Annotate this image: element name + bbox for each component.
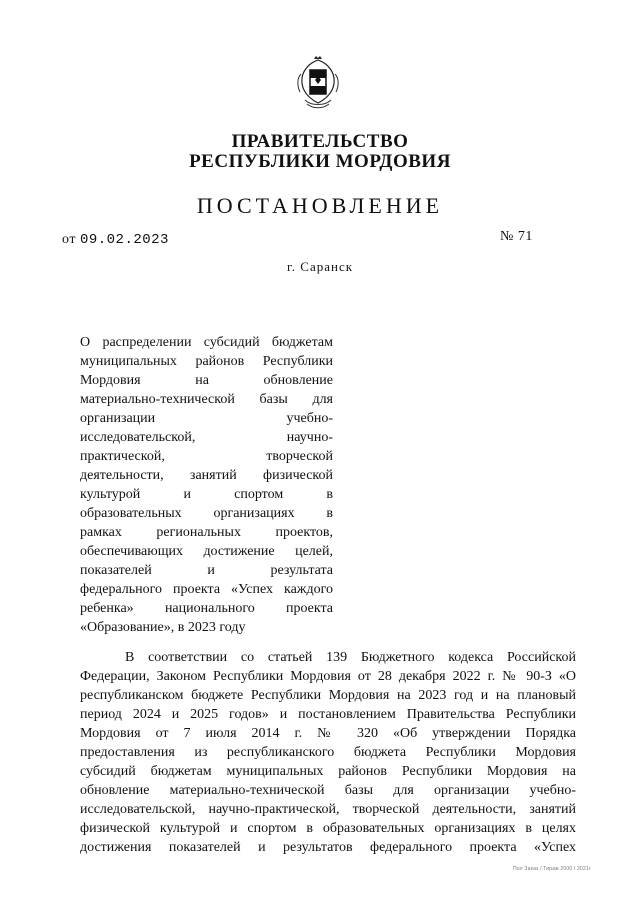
subject-line: исследовательской, научно- — [80, 430, 333, 445]
subject-line: показателей и результата — [80, 563, 333, 578]
document-subject — [80, 333, 333, 637]
body-line: В соответствии со статьей 139 Бюджетного кодекса Российской — [125, 650, 576, 665]
body-line: физической культурой и спортом в образовательных организациях в целях — [80, 821, 576, 836]
body-line: республиканском бюджете Республики Мордовия на 2023 год и на плановый — [80, 688, 576, 703]
body-line: Федерации, Законом Республики Мордовия от 28 декабря 2022 г. № 90-З «О — [80, 669, 576, 684]
subject-line: рамках региональных проектов, — [80, 525, 333, 540]
subject-line: О распределении субсидий бюджетам — [80, 335, 333, 350]
body-line: период 2024 и 2025 годов» и постановлением Правительства Республики — [80, 707, 576, 722]
date-value: 09.02.2023 — [79, 232, 169, 248]
subject-line: деятельности, занятий физической — [80, 468, 333, 483]
subject-line: Мордовия на обновление — [80, 373, 333, 388]
city: г. Саранск — [286, 259, 354, 274]
subject-line: муниципальных районов Республики — [80, 354, 333, 369]
number-prefix: № — [500, 229, 514, 244]
government-name-line1: ПРАВИТЕЛЬСТВО — [231, 131, 409, 152]
government-name-line2: РЕСПУБЛИКИ МОРДОВИЯ — [189, 151, 451, 172]
print-stamp: Пол Заказ / Тираж 2000 / 2021г — [513, 866, 592, 872]
subject-line: федерального проекта «Успех каждого — [80, 582, 333, 597]
subject-line: «Образование», в 2023 году — [80, 620, 246, 635]
subject-line: культурой и спортом в — [80, 487, 333, 502]
body-line: предоставления из республиканского бюджета Республики Мордовия — [80, 745, 576, 760]
subject-line: организации учебно- — [80, 411, 333, 426]
body-line: исследовательской, научно-практической, творческой деятельности, занятий — [80, 802, 576, 817]
document-type-title: ПОСТАНОВЛЕНИЕ — [196, 193, 444, 218]
document-date — [62, 232, 169, 248]
document-body — [80, 648, 576, 857]
coat-of-arms-icon — [295, 56, 341, 110]
body-line: Мордовия от 7 июля 2014 г. № 320 «Об утверждении Порядка — [80, 726, 576, 741]
subject-line: материально-технической базы для — [80, 392, 333, 407]
body-line: субсидий бюджетам муниципальных районов Республики Мордовия на — [80, 764, 576, 779]
date-prefix: от — [62, 232, 76, 247]
body-line: достижения показателей и результатов федерального проекта «Успех — [80, 840, 576, 855]
subject-line: ребенка» национального проекта — [80, 601, 333, 616]
subject-line: обеспечивающих достижение целей, — [80, 544, 333, 559]
subject-line: практической, творческой — [80, 449, 333, 464]
number-value: 71 — [517, 229, 533, 244]
document-number — [500, 229, 533, 245]
subject-line: образовательных организациях в — [80, 506, 333, 521]
body-line: обновление материально-технической базы для организации учебно- — [80, 783, 576, 798]
